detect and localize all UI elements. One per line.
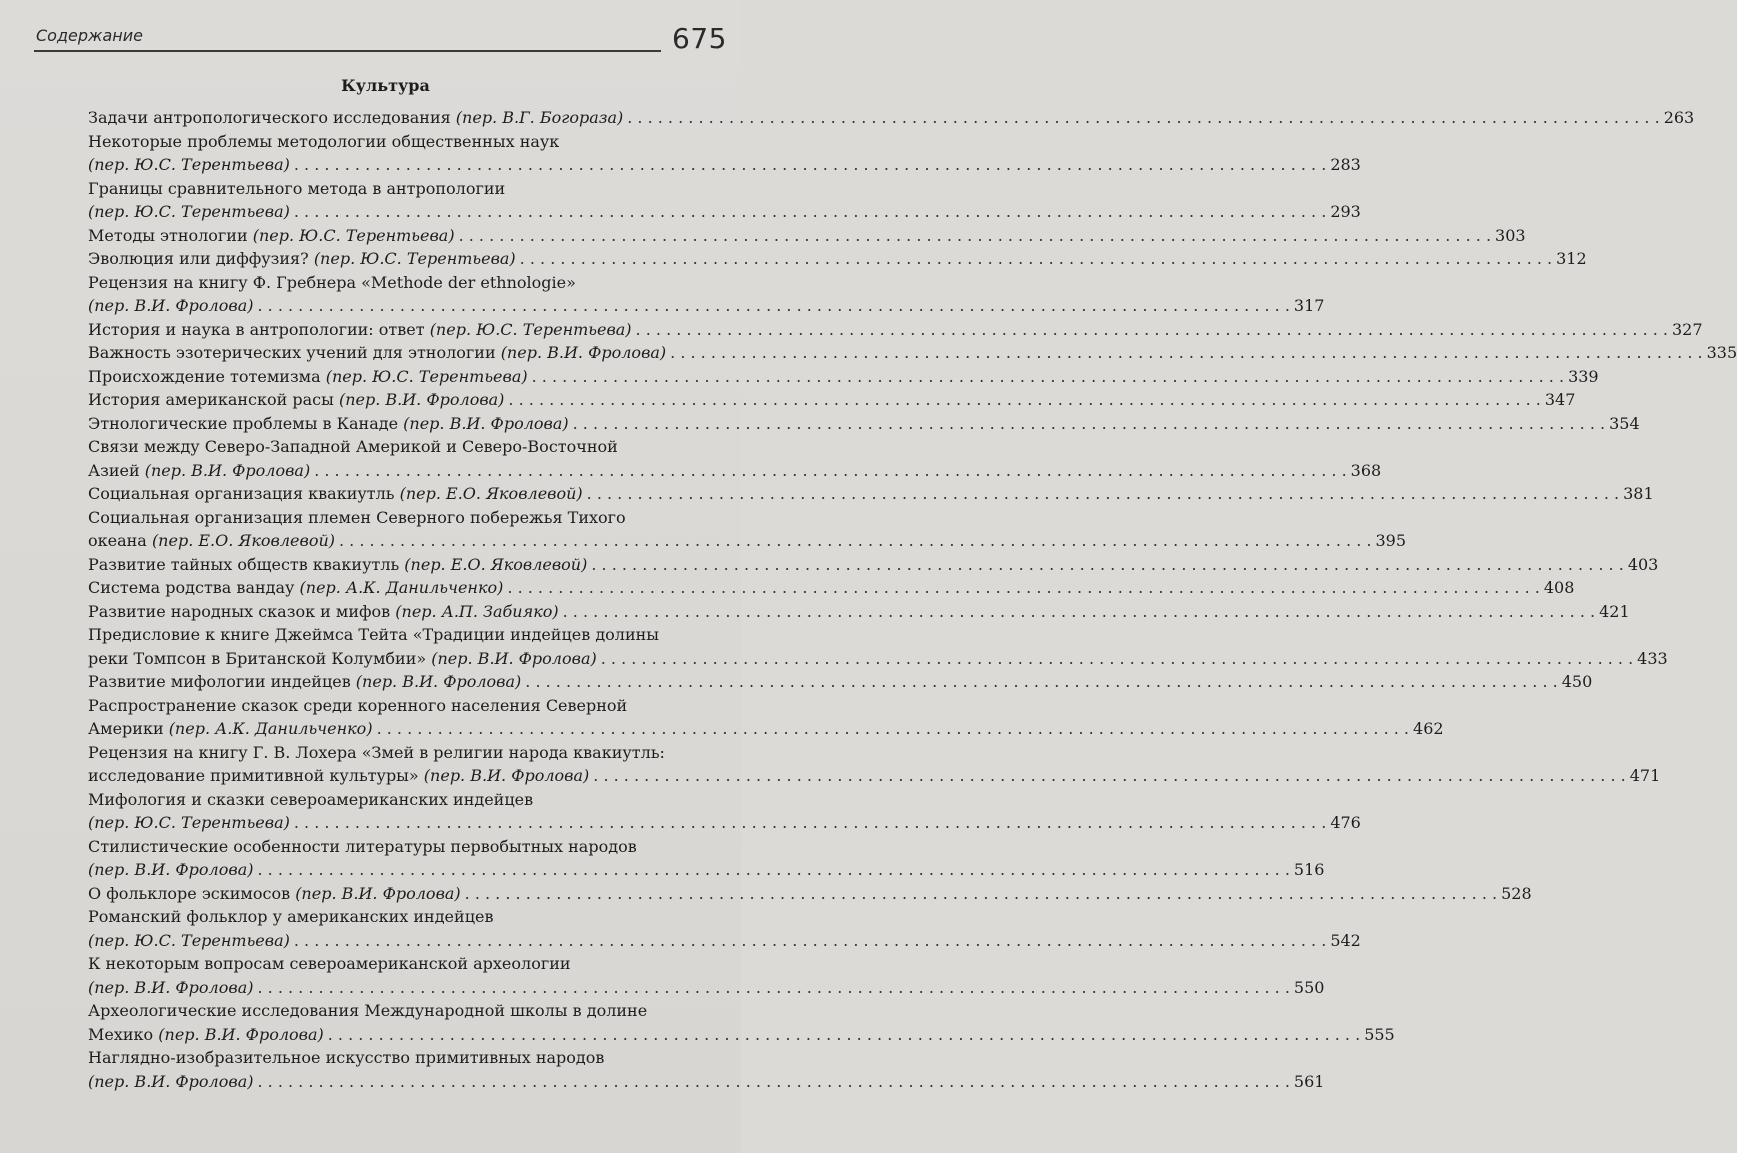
toc-entry-text (88, 365, 528, 389)
toc-entry (88, 412, 1640, 436)
toc-leader-dots (627, 106, 1659, 130)
toc-entry (88, 788, 1361, 835)
toc-entry-last-line (88, 717, 1444, 741)
toc-leader-dots (257, 294, 1289, 318)
toc-entry-title: Этнологические проблемы в Канаде (88, 413, 404, 433)
toc-entry (88, 482, 1654, 506)
toc-entry-page: 561 (1293, 1071, 1325, 1091)
toc-leader-dots (339, 529, 1371, 553)
toc-entry-title-line: Рецензия на книгу Г. В. Лохера «Змей в религии народа квакиутль: (88, 742, 665, 762)
toc-entry-title: Развитие народных сказок и мифов (88, 601, 396, 621)
toc-entry-text (88, 670, 521, 694)
toc-leader-dots (591, 553, 1623, 577)
table-of-contents (88, 106, 1737, 1093)
toc-leader-dots (532, 365, 1564, 389)
toc-entry-text (88, 858, 253, 882)
toc-entry-title: История и наука в антропологии: ответ (88, 319, 430, 339)
toc-entry-translator: (пер. В.Г. Богораза) (455, 108, 624, 127)
toc-entry-title: Важность эзотерических учений для этнологии (88, 343, 501, 362)
toc-entry (88, 365, 1599, 389)
toc-entry-text (88, 224, 455, 248)
toc-entry-last-line (88, 858, 1325, 882)
toc-entry-translator: (пер. В.И. Фролова) (431, 648, 597, 668)
toc-entry-translator: (пер. Ю.С. Терентьева) (313, 249, 516, 268)
toc-entry-last-line (88, 976, 1325, 1000)
toc-entry-text (88, 717, 373, 741)
toc-entry-page: 303 (1495, 225, 1526, 245)
header-rule (34, 50, 661, 52)
toc-entry-title-line: Предисловие к книге Джеймса Тейта «Традиции индейцев долины (88, 625, 660, 644)
toc-entry-text (88, 1023, 324, 1047)
toc-entry-page: 433 (1637, 648, 1668, 668)
toc-entry-last-line (88, 1070, 1325, 1094)
toc-entry-page: 408 (1543, 578, 1575, 597)
toc-leader-dots (294, 811, 1326, 835)
toc-entry-page: 555 (1364, 1024, 1395, 1044)
toc-entry-last-line (88, 106, 1695, 130)
toc-entry-translator: (пер. В.И. Фролова) (88, 1071, 254, 1091)
toc-leader-dots (314, 459, 1346, 483)
toc-entry-page: 312 (1556, 249, 1587, 268)
toc-entry-text (88, 106, 623, 130)
toc-entry-translator: (пер. Ю.С. Терентьева) (252, 225, 455, 245)
toc-entry-title: Мехико (88, 1024, 159, 1044)
toc-entry-translator: (пер. В.И. Фролова) (355, 672, 522, 691)
toc-entry-last-line (88, 764, 1661, 788)
toc-entry-last-line (88, 341, 1737, 365)
toc-leader-dots (257, 1070, 1289, 1094)
toc-entry-page: 421 (1599, 601, 1630, 621)
toc-entry-translator: (пер. Е.О. Яковлевой) (399, 484, 583, 503)
toc-entry-translator: (пер. В.И. Фролова) (88, 296, 254, 315)
toc-entry-title-line: Социальная организация племен Северного побережья Тихого (88, 507, 626, 527)
toc-entry (88, 999, 1395, 1046)
toc-entry (88, 670, 1593, 694)
toc-entry-text (88, 553, 587, 577)
toc-entry-text (88, 576, 503, 600)
toc-entry (88, 952, 1325, 999)
toc-entry-text (88, 200, 290, 224)
page-number: 675 (672, 22, 727, 55)
toc-leader-dots (525, 670, 1557, 694)
toc-entry-title: океана (88, 531, 152, 550)
toc-entry-title: Система родства вандау (88, 578, 300, 597)
toc-entry (88, 506, 1406, 553)
toc-entry-page: 471 (1629, 766, 1661, 785)
toc-leader-dots (670, 341, 1702, 365)
toc-entry-page: 368 (1350, 460, 1382, 480)
toc-entry-last-line (88, 811, 1361, 835)
toc-leader-dots (508, 388, 1540, 412)
toc-entry-page: 476 (1330, 813, 1361, 832)
toc-entry-page: 550 (1293, 977, 1325, 997)
toc-entry-page: 339 (1568, 366, 1599, 386)
toc-entry (88, 341, 1737, 365)
toc-entry-title: Америки (88, 719, 169, 738)
toc-entry (88, 694, 1444, 741)
toc-leader-dots (587, 482, 1619, 506)
toc-entry-last-line (88, 247, 1587, 271)
toc-entry (88, 177, 1361, 224)
toc-entry-text (88, 318, 632, 342)
toc-entry-title-line: Связи между Северо-Западной Америкой и Северо-Восточной (88, 437, 618, 456)
toc-entry-last-line (88, 365, 1599, 389)
toc-entry-last-line (88, 1023, 1395, 1047)
toc-leader-dots (636, 318, 1668, 342)
toc-entry-translator: (пер. А.П. Забияко) (395, 601, 559, 621)
toc-entry-last-line (88, 600, 1630, 624)
toc-entry-translator: (пер. В.И. Фролова) (423, 766, 590, 785)
toc-entry (88, 388, 1576, 412)
toc-entry-page: 327 (1672, 319, 1703, 339)
toc-entry (88, 318, 1703, 342)
toc-entry-title: Задачи антропологического исследования (88, 108, 456, 127)
toc-entry-translator: (пер. Ю.С. Терентьева) (325, 366, 528, 386)
toc-entry (88, 106, 1695, 130)
toc-entry (88, 576, 1575, 600)
toc-leader-dots (377, 717, 1409, 741)
toc-leader-dots (294, 200, 1326, 224)
toc-entry-title-line: Некоторые проблемы методологии общественных наук (88, 131, 560, 151)
toc-entry-title-line: Распространение сказок среди коренного населения Северной (88, 695, 628, 715)
toc-entry-text (88, 247, 516, 271)
toc-entry-text (88, 529, 335, 553)
toc-entry-last-line (88, 553, 1659, 577)
toc-entry (88, 882, 1532, 906)
toc-leader-dots (257, 858, 1289, 882)
toc-leader-dots (328, 1023, 1360, 1047)
toc-entry (88, 224, 1526, 248)
toc-entry-title: Азией (88, 460, 145, 480)
toc-entry-translator: (пер. Ю.С. Терентьева) (88, 202, 290, 221)
toc-entry-text (88, 600, 559, 624)
toc-entry (88, 623, 1668, 670)
toc-entry-text (88, 929, 290, 953)
toc-entry-last-line (88, 882, 1532, 906)
toc-entry-title-line: Стилистические особенности литературы первобытных народов (88, 836, 637, 856)
toc-entry-translator: (пер. Ю.С. Терентьева) (429, 319, 632, 339)
toc-entry-translator: (пер. Е.О. Яковлевой) (151, 531, 335, 550)
toc-entry-translator: (пер. А.К. Данильченко) (168, 719, 373, 738)
toc-entry-last-line (88, 670, 1593, 694)
toc-entry-page: 293 (1330, 202, 1361, 221)
toc-entry-text (88, 412, 569, 436)
toc-entry-title: Происхождение тотемизма (88, 366, 326, 386)
toc-entry-text (88, 482, 583, 506)
toc-entry-title-line: Рецензия на книгу Ф. Гребнера «Methode der ethnologie» (88, 272, 576, 292)
toc-leader-dots (294, 929, 1326, 953)
toc-entry-last-line (88, 318, 1703, 342)
toc-entry-translator: (пер. В.И. Фролова) (403, 413, 569, 433)
toc-leader-dots (593, 764, 1625, 788)
toc-entry (88, 600, 1630, 624)
toc-entry (88, 905, 1361, 952)
toc-entry-title-line: К некоторым вопросам североамериканской археологии (88, 954, 571, 973)
toc-entry-title: О фольклоре эскимосов (88, 883, 296, 903)
toc-entry-text (88, 341, 666, 365)
toc-entry-text (88, 647, 597, 671)
toc-leader-dots (601, 647, 1633, 671)
toc-entry-title: реки Томпсон в Британской Колумбии» (88, 648, 432, 668)
section-title: Культура (341, 76, 430, 95)
toc-entry-last-line (88, 482, 1654, 506)
toc-entry-last-line (88, 529, 1406, 553)
toc-entry-translator: (пер. В.И. Фролова) (338, 390, 505, 409)
toc-entry-text (88, 294, 253, 318)
toc-entry (88, 247, 1587, 271)
toc-entry-page: 354 (1609, 413, 1640, 433)
toc-entry-last-line (88, 576, 1575, 600)
toc-entry-text (88, 882, 461, 906)
toc-entry-translator: (пер. В.И. Фролова) (144, 460, 311, 480)
toc-entry-translator: (пер. А.К. Данильченко) (299, 578, 504, 597)
toc-entry-title: исследование примитивной культуры» (88, 766, 424, 785)
toc-entry-translator: (пер. В.И. Фролова) (88, 977, 254, 997)
toc-entry-page: 263 (1663, 108, 1695, 127)
running-header (34, 18, 727, 56)
toc-entry-page: 542 (1330, 930, 1361, 950)
toc-entry-page: 462 (1413, 719, 1444, 738)
toc-entry-translator: (пер. Ю.С. Терентьева) (88, 813, 290, 832)
toc-entry-title-line: Границы сравнительного метода в антропологии (88, 178, 506, 198)
toc-entry-page: 403 (1627, 554, 1659, 574)
toc-entry-text (88, 459, 310, 483)
toc-entry-title: Развитие мифологии индейцев (88, 672, 356, 691)
toc-entry-translator: (пер. Ю.С. Терентьева) (88, 930, 290, 950)
toc-entry-page: 516 (1293, 860, 1325, 879)
toc-leader-dots (507, 576, 1539, 600)
toc-entry-text (88, 153, 290, 177)
toc-entry-text (88, 1070, 253, 1094)
toc-entry-page: 395 (1375, 531, 1406, 550)
toc-entry-page: 283 (1330, 155, 1361, 174)
toc-entry (88, 435, 1382, 482)
toc-entry-last-line (88, 388, 1576, 412)
toc-entry-translator: (пер. В.И. Фролова) (295, 883, 461, 903)
toc-entry-page: 317 (1293, 296, 1325, 315)
toc-entry (88, 130, 1361, 177)
toc-entry-page: 450 (1561, 672, 1593, 691)
toc-entry (88, 835, 1325, 882)
toc-entry-page: 528 (1501, 883, 1532, 903)
toc-entry-text (88, 976, 253, 1000)
toc-entry-translator: (пер. Е.О. Яковлевой) (404, 554, 588, 574)
toc-entry-text (88, 764, 589, 788)
toc-entry-last-line (88, 200, 1361, 224)
toc-leader-dots (459, 224, 1491, 248)
toc-entry-last-line (88, 929, 1361, 953)
toc-leader-dots (520, 247, 1552, 271)
toc-leader-dots (465, 882, 1497, 906)
toc-entry-translator: (пер. В.И. Фролова) (500, 343, 667, 362)
toc-entry-title: Методы этнологии (88, 225, 253, 245)
toc-entry-page: 347 (1544, 390, 1576, 409)
toc-entry-last-line (88, 294, 1325, 318)
toc-leader-dots (563, 600, 1595, 624)
toc-entry-last-line (88, 153, 1361, 177)
toc-entry-page: 381 (1623, 484, 1654, 503)
toc-entry (88, 1046, 1325, 1093)
toc-entry-title: История американской расы (88, 390, 339, 409)
toc-entry-title-line: Археологические исследования Международной школы в долине (88, 1001, 648, 1020)
toc-entry (88, 271, 1325, 318)
toc-entry-page: 335 (1706, 343, 1737, 362)
toc-entry-text (88, 811, 290, 835)
toc-entry-last-line (88, 412, 1640, 436)
toc-entry-title: Эволюция или диффузия? (88, 249, 314, 268)
toc-entry-title-line: Мифология и сказки североамериканских индейцев (88, 789, 534, 809)
toc-entry (88, 553, 1659, 577)
toc-leader-dots (294, 153, 1326, 177)
toc-entry-last-line (88, 647, 1668, 671)
running-header-title: Содержание (36, 26, 143, 45)
toc-entry-translator: (пер. Ю.С. Терентьева) (88, 155, 290, 174)
toc-entry-text (88, 388, 504, 412)
toc-entry-title-line: Романский фольклор у американских индейцев (88, 907, 494, 926)
toc-leader-dots (573, 412, 1605, 436)
toc-entry-title-line: Наглядно-изобразительное искусство примитивных народов (88, 1048, 605, 1067)
toc-entry-translator: (пер. В.И. Фролова) (88, 860, 254, 879)
toc-entry-last-line (88, 459, 1382, 483)
toc-entry-title: Социальная организация квакиутль (88, 484, 400, 503)
toc-entry (88, 741, 1661, 788)
toc-entry-translator: (пер. В.И. Фролова) (158, 1024, 324, 1044)
toc-entry-last-line (88, 224, 1526, 248)
toc-leader-dots (257, 976, 1289, 1000)
toc-entry-title: Развитие тайных обществ квакиутль (88, 554, 405, 574)
